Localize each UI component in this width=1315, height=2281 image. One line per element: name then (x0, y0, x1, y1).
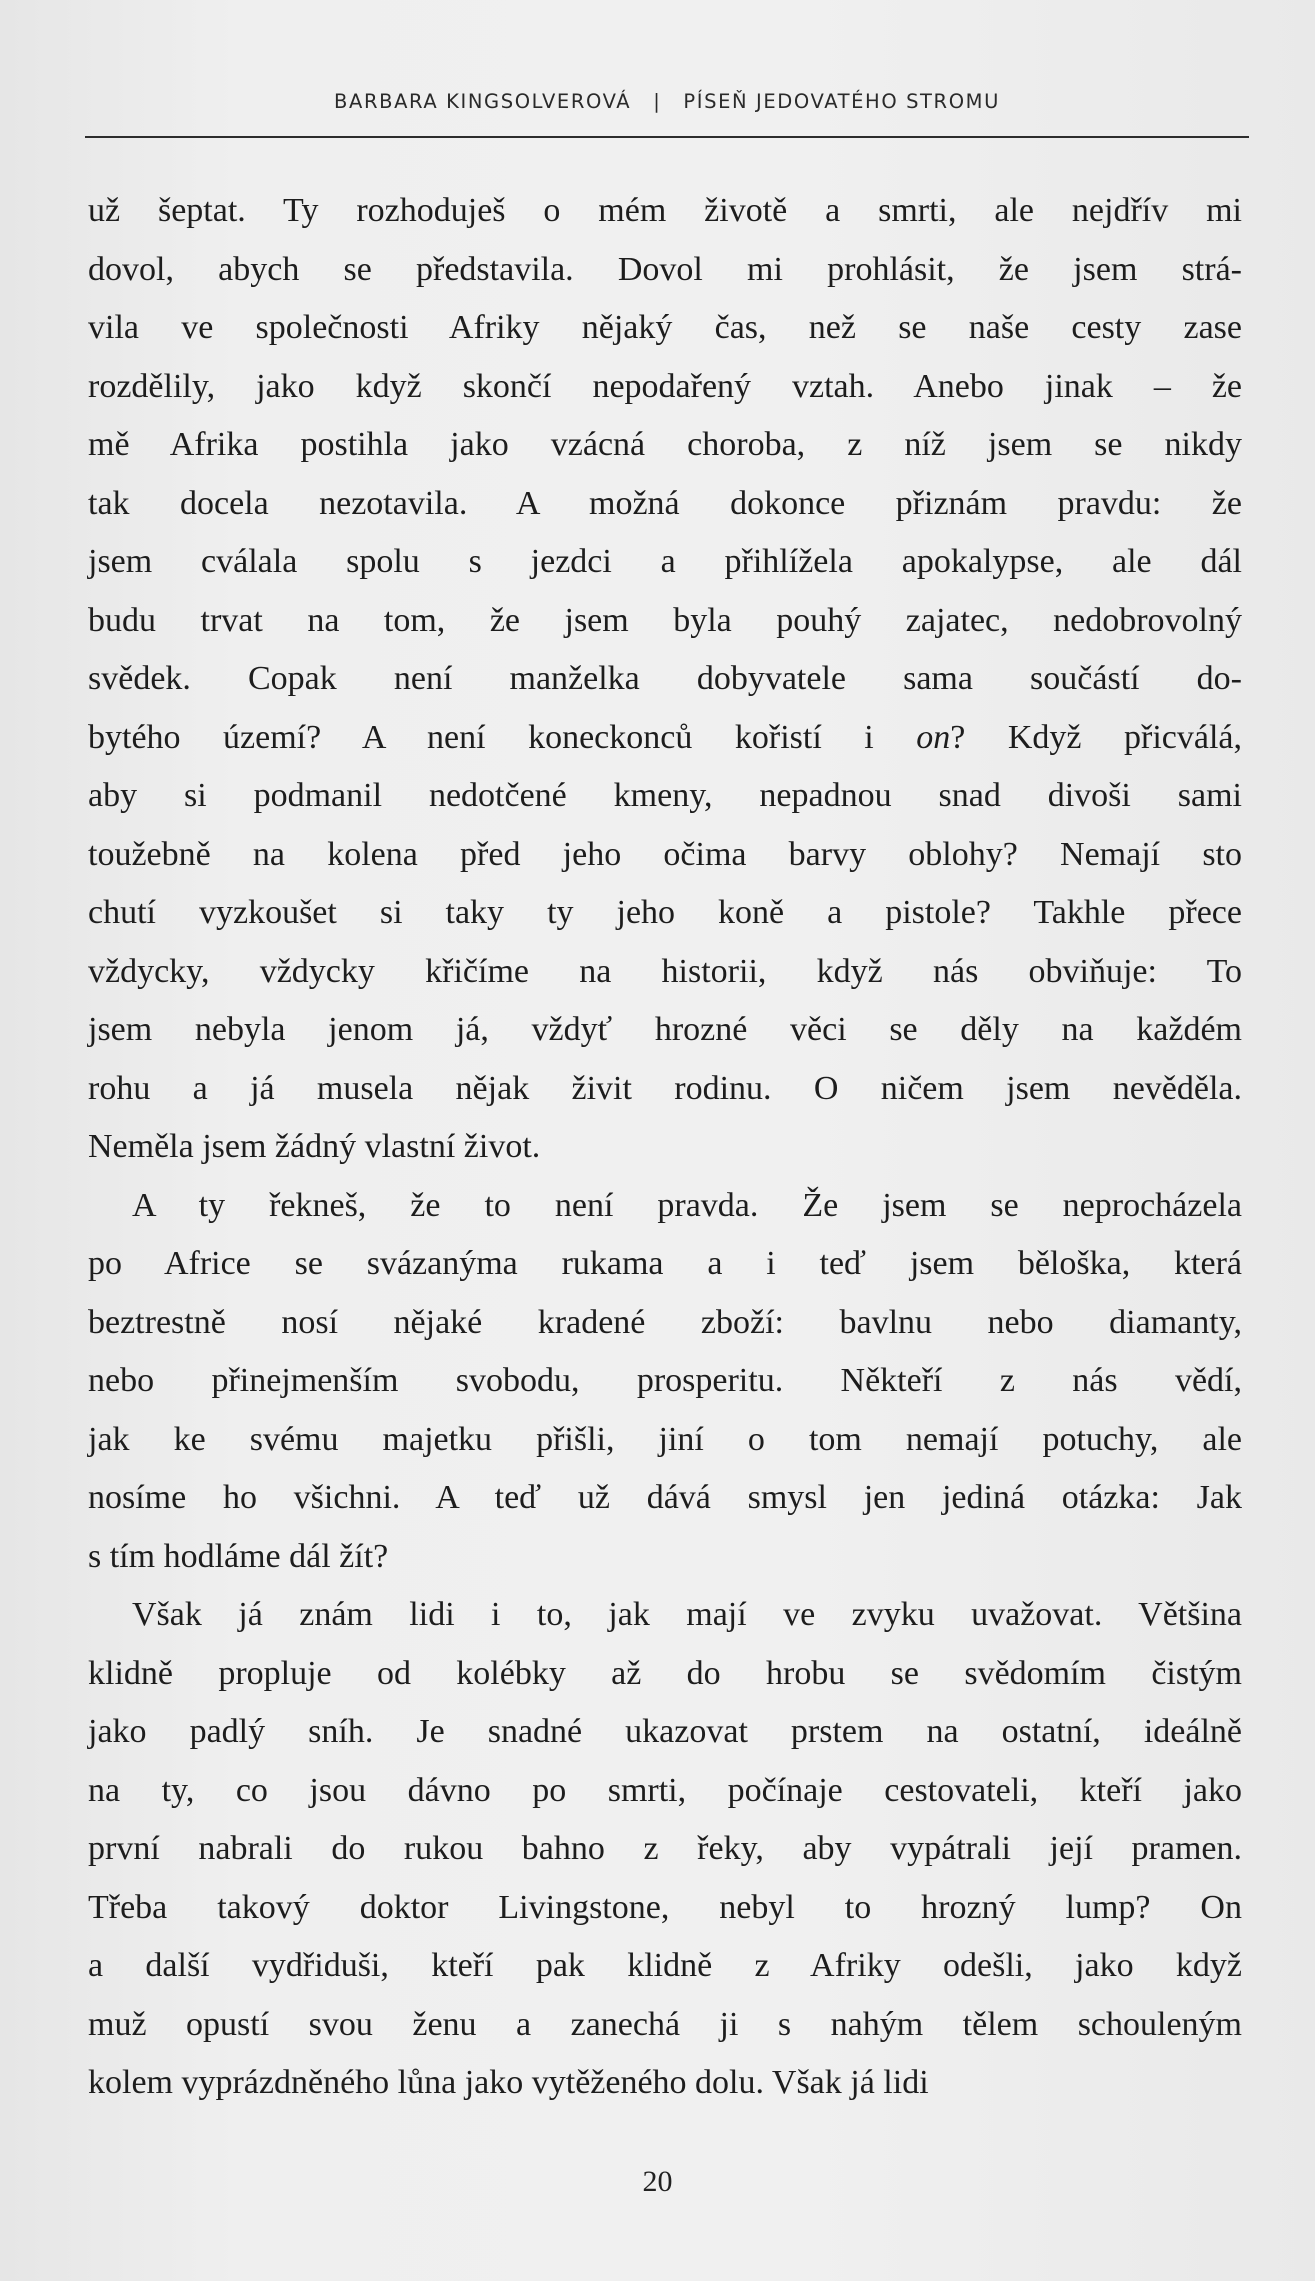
text-line: Však já znám lidi i to, jak mají ve zvyku uvažovat. Většina (132, 1596, 1242, 1633)
text-line: jsem cválala spolu s jezdci a přihlížela apokalypse, ale dál (88, 543, 1242, 580)
text-line: kolem vyprázdněného lůna jako vytěženého dolu. Však já lidi (88, 2064, 929, 2101)
text-line: nosíme ho všichni. A teď už dává smysl jen jediná otázka: Jak (88, 1479, 1242, 1516)
text-line: svědek. Copak není manželka dobyvatele sama součástí do- (88, 660, 1242, 697)
paragraph (88, 1586, 1242, 2113)
text-line: rozdělily, jako když skončí nepodařený vztah. Anebo jinak – že (88, 367, 1242, 405)
text-line: A ty řekneš, že to není pravda. Že jsem se neprocházela (132, 1186, 1242, 1224)
text-line: klidně propluje od kolébky až do hrobu se svědomím čistým (88, 1654, 1242, 1692)
text-line: už šeptat. Ty rozhoduješ o mém životě a smrti, ale nejdřív mi (88, 192, 1242, 229)
text-line: budu trvat na tom, že jsem byla pouhý zajatec, nedobrovolný (88, 601, 1242, 639)
text-line: jak ke svému majetku přišli, jiní o tom nemají potuchy, ale (88, 1420, 1242, 1458)
text-line: jako padlý sníh. Je snadné ukazovat prstem na ostatní, ideálně (88, 1713, 1242, 1750)
running-header (85, 90, 1249, 113)
paragraph (88, 182, 1242, 1177)
paragraph (88, 1177, 1242, 1587)
text-line: mě Afrika postihla jako vzácná choroba, z níž jsem se nikdy (88, 426, 1242, 463)
text-line: aby si podmanil nedotčené kmeny, nepadnou snad divoši sami (88, 777, 1242, 814)
header-separator: | (653, 90, 662, 113)
text-line: a další vydřiduši, kteří pak klidně z Afriky odešli, jako když (88, 1947, 1242, 1984)
text-line: na ty, co jsou dávno po smrti, počínaje cestovateli, kteří jako (88, 1771, 1242, 1809)
text-line: Třeba takový doktor Livingstone, nebyl to hrozný lump? On (88, 1888, 1242, 1926)
text-line: beztrestně nosí nějaké kradené zboží: bavlnu nebo diamanty, (88, 1303, 1242, 1341)
text-line: po Africe se svázanýma rukama a i teď jsem běloška, která (88, 1245, 1242, 1282)
text-line: vždycky, vždycky křičíme na historii, když nás obviňuje: To (88, 952, 1242, 990)
text-line: tak docela nezotavila. A možná dokonce přiznám pravdu: že (88, 484, 1242, 522)
text-line: bytého území? A není koneckonců kořistí i on? Když přicválá, (88, 718, 1242, 756)
body-text (88, 182, 1242, 2113)
header-author: BARBARA KINGSOLVEROVÁ (334, 90, 632, 113)
text-line: nebo přinejmenším svobodu, prosperitu. Někteří z nás vědí, (88, 1362, 1242, 1399)
text-line: první nabrali do rukou bahno z řeky, aby vypátrali její pramen. (88, 1830, 1242, 1867)
text-line: s tím hodláme dál žít? (88, 1537, 389, 1575)
text-line: rohu a já musela nějak živit rodinu. O ničem jsem nevěděla. (88, 1069, 1242, 1107)
text-line: dovol, abych se představila. Dovol mi prohlásit, že jsem strá- (88, 250, 1242, 288)
text-line: Neměla jsem žádný vlastní život. (88, 1128, 541, 1165)
text-line: muž opustí svou ženu a zanechá ji s nahým tělem schouleným (88, 2005, 1242, 2043)
text-line: vila ve společnosti Afriky nějaký čas, než se naše cesty zase (88, 309, 1242, 346)
header-title: PÍSEŇ JEDOVATÉHO STROMU (683, 90, 1000, 113)
text-line: jsem nebyla jenom já, vždyť hrozné věci se děly na každém (88, 1011, 1242, 1048)
header-rule (85, 136, 1249, 138)
page-number: 20 (642, 2165, 673, 2198)
text-line: chutí vyzkoušet si taky ty jeho koně a pistole? Takhle přece (88, 894, 1242, 931)
text-line: toužebně na kolena před jeho očima barvy oblohy? Nemají sto (88, 835, 1242, 873)
